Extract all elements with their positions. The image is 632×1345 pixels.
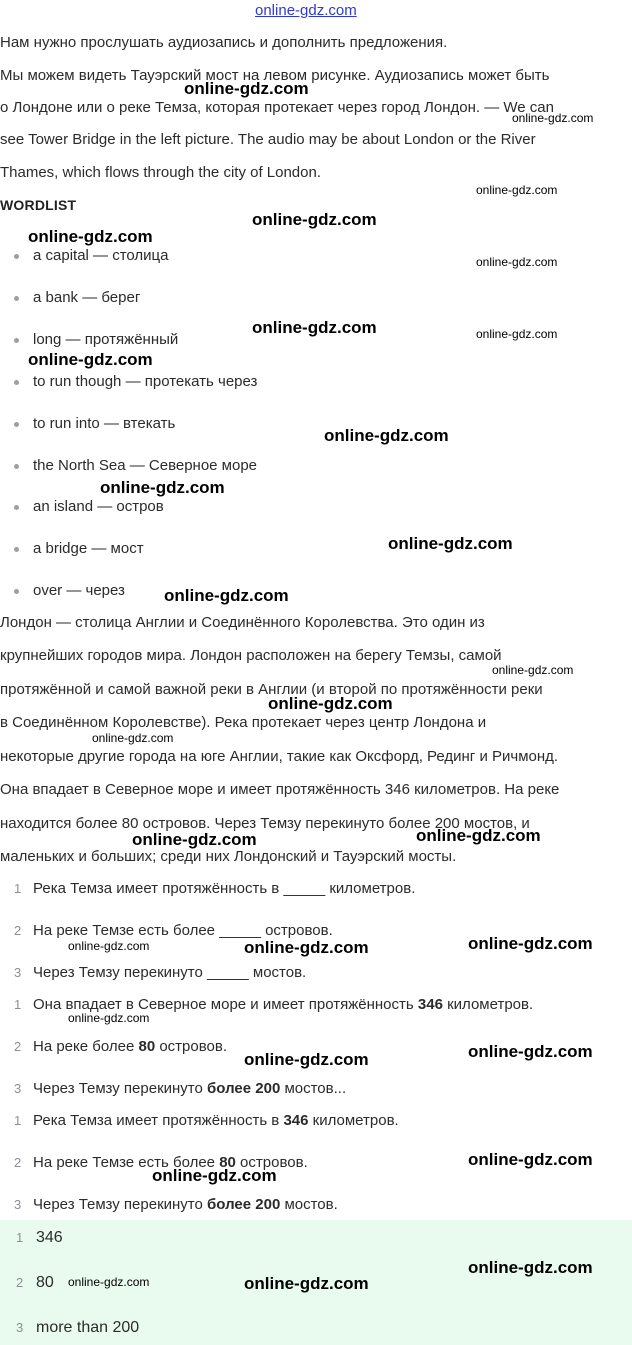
list-item <box>0 922 333 939</box>
text-line: маленьких и больших; среди них Лондонский и Тауэрский мосты. <box>0 848 457 865</box>
list-item <box>14 415 175 432</box>
item-highlight: более 200 <box>207 1080 281 1097</box>
watermark: online-gdz.com <box>252 210 377 229</box>
item-text: островов. <box>235 1154 308 1171</box>
item-text: На реке более <box>33 1038 139 1055</box>
item-text: На реке Темзе есть более _____ островов. <box>33 922 333 939</box>
item-text: мостов. <box>280 1196 338 1213</box>
list-item <box>0 1038 227 1055</box>
watermark: online-gdz.com <box>28 227 153 246</box>
item-text: Через Темзу перекинуто <box>33 1196 208 1213</box>
watermark: online-gdz.com <box>416 826 541 845</box>
watermark: online-gdz.com <box>92 731 174 745</box>
watermark-link[interactable]: online-gdz.com <box>255 2 357 19</box>
text-line: Лондон — столица Англии и Соединённого Королевства. Это один из <box>0 614 485 631</box>
watermark: online-gdz.com <box>68 939 150 953</box>
item-text: Река Темза имеет протяжённость в <box>33 1112 284 1129</box>
list-item <box>0 880 415 897</box>
text-line: крупнейших городов мира. Лондон расположен на берегу Темзы, самой <box>0 647 502 664</box>
watermark: online-gdz.com <box>244 1050 369 1069</box>
list-item <box>14 331 178 348</box>
item-number: 1 <box>14 1113 22 1128</box>
watermark: online-gdz.com <box>476 183 558 197</box>
watermark: online-gdz.com <box>268 694 393 713</box>
item-number: 2 <box>14 1155 22 1170</box>
bullet-icon <box>14 505 19 510</box>
watermark: online-gdz.com <box>132 830 257 849</box>
list-item <box>14 582 125 599</box>
watermark: online-gdz.com <box>244 1274 369 1293</box>
item-text: Через Темзу перекинуто _____ мостов. <box>33 964 307 981</box>
item-number: 3 <box>14 1081 22 1096</box>
answer-item <box>0 1319 139 1337</box>
watermark: online-gdz.com <box>184 79 309 98</box>
wordlist-title: WORDLIST <box>0 197 77 213</box>
item-number: 3 <box>14 1197 22 1212</box>
watermark: online-gdz.com <box>476 327 558 341</box>
item-number: 2 <box>16 1275 24 1290</box>
list-item-text: over — через <box>33 582 125 599</box>
item-number: 2 <box>14 1039 22 1054</box>
answer-text: 346 <box>36 1229 63 1246</box>
answer-item <box>0 1274 54 1292</box>
intro-line: Нам нужно прослушать аудиозапись и дополнить предложения. <box>0 34 448 51</box>
list-item-text: a bank — берег <box>33 289 141 306</box>
item-highlight: более 200 <box>207 1196 281 1213</box>
list-item <box>0 964 306 981</box>
text-line: некоторые другие города на юге Англии, такие как Оксфорд, Рединг и Ричмонд. <box>0 748 559 765</box>
list-item <box>0 1196 338 1213</box>
item-text: островов. <box>155 1038 228 1055</box>
item-number: 1 <box>14 997 22 1012</box>
watermark: online-gdz.com <box>152 1166 277 1185</box>
watermark: online-gdz.com <box>468 934 593 953</box>
item-text: Река Темза имеет протяжённость в _____ километров. <box>33 880 416 897</box>
item-text: мостов... <box>280 1080 347 1097</box>
bullet-icon <box>14 380 19 385</box>
watermark: online-gdz.com <box>468 1150 593 1169</box>
list-item <box>14 289 140 306</box>
watermark: online-gdz.com <box>252 318 377 337</box>
watermark: online-gdz.com <box>492 663 574 677</box>
item-highlight: 346 <box>417 996 443 1013</box>
answer-text: 80 <box>36 1274 54 1291</box>
watermark: online-gdz.com <box>388 534 513 553</box>
watermark: online-gdz.com <box>512 111 594 125</box>
list-item-text: to run though — протекать через <box>33 373 258 390</box>
watermark: online-gdz.com <box>468 1042 593 1061</box>
item-text: Она впадает в Северное море и имеет протяжённость <box>33 996 418 1013</box>
item-highlight: 80 <box>219 1154 236 1171</box>
watermark: online-gdz.com <box>324 426 449 445</box>
item-number: 1 <box>16 1230 24 1245</box>
watermark: online-gdz.com <box>468 1258 593 1277</box>
item-number: 2 <box>14 923 22 938</box>
list-item-text: a bridge — мост <box>33 540 144 557</box>
text-line: находится более 80 островов. Через Темзу перекинуто более 200 мостов, и <box>0 815 530 832</box>
intro-line: see Tower Bridge in the left picture. The audio may be about London or the River <box>0 131 536 148</box>
intro-line: о Лондоне или о реке Темза, которая протекает через город Лондон. — We can <box>0 99 554 116</box>
list-item <box>14 498 164 515</box>
watermark: online-gdz.com <box>244 938 369 957</box>
item-text: километров. <box>308 1112 399 1129</box>
list-item <box>0 1080 346 1097</box>
list-item-text: the North Sea — Северное море <box>33 457 258 474</box>
list-item-text: a capital — столица <box>33 247 169 264</box>
item-text: километров. <box>442 996 534 1013</box>
watermark: online-gdz.com <box>28 350 153 369</box>
answer-item <box>0 1229 63 1247</box>
item-highlight: 80 <box>138 1038 156 1055</box>
bullet-icon <box>14 547 19 552</box>
list-item-text: long — протяжённый <box>33 331 179 348</box>
bullet-icon <box>14 464 19 469</box>
watermark: online-gdz.com <box>68 1011 150 1025</box>
text-line: в Соединённом Королевстве). Река протекает через центр Лондона и <box>0 714 487 731</box>
bullet-icon <box>14 422 19 427</box>
item-number: 3 <box>16 1320 24 1335</box>
watermark: online-gdz.com <box>68 1275 150 1289</box>
list-item-text: to run into — втекать <box>33 415 176 432</box>
list-item <box>14 247 168 264</box>
item-text: Через Темзу перекинуто <box>33 1080 208 1097</box>
text-line: протяжённой и самой важной реки в Англии (и второй по протяжённости реки <box>0 681 543 698</box>
item-number: 3 <box>14 965 22 980</box>
list-item <box>14 540 144 557</box>
item-highlight: 346 <box>283 1112 309 1129</box>
list-item <box>0 1112 399 1129</box>
item-text: На реке Темзе есть более <box>33 1154 220 1171</box>
item-number: 1 <box>14 881 22 896</box>
list-item-text: an island — остров <box>33 498 164 515</box>
bullet-icon <box>14 589 19 594</box>
list-item <box>14 373 257 390</box>
watermark: online-gdz.com <box>476 255 558 269</box>
bullet-icon <box>14 254 19 259</box>
answer-text: more than 200 <box>36 1319 140 1336</box>
watermark: online-gdz.com <box>164 586 289 605</box>
intro-line: Мы можем видеть Тауэрский мост на левом рисунке. Аудиозапись может быть <box>0 67 550 84</box>
watermark: online-gdz.com <box>100 478 225 497</box>
bullet-icon <box>14 338 19 343</box>
intro-line: Thames, which flows through the city of London. <box>0 164 322 181</box>
bullet-icon <box>14 296 19 301</box>
list-item <box>14 457 257 474</box>
text-line: Она впадает в Северное море и имеет протяжённость 346 километров. На реке <box>0 781 560 798</box>
